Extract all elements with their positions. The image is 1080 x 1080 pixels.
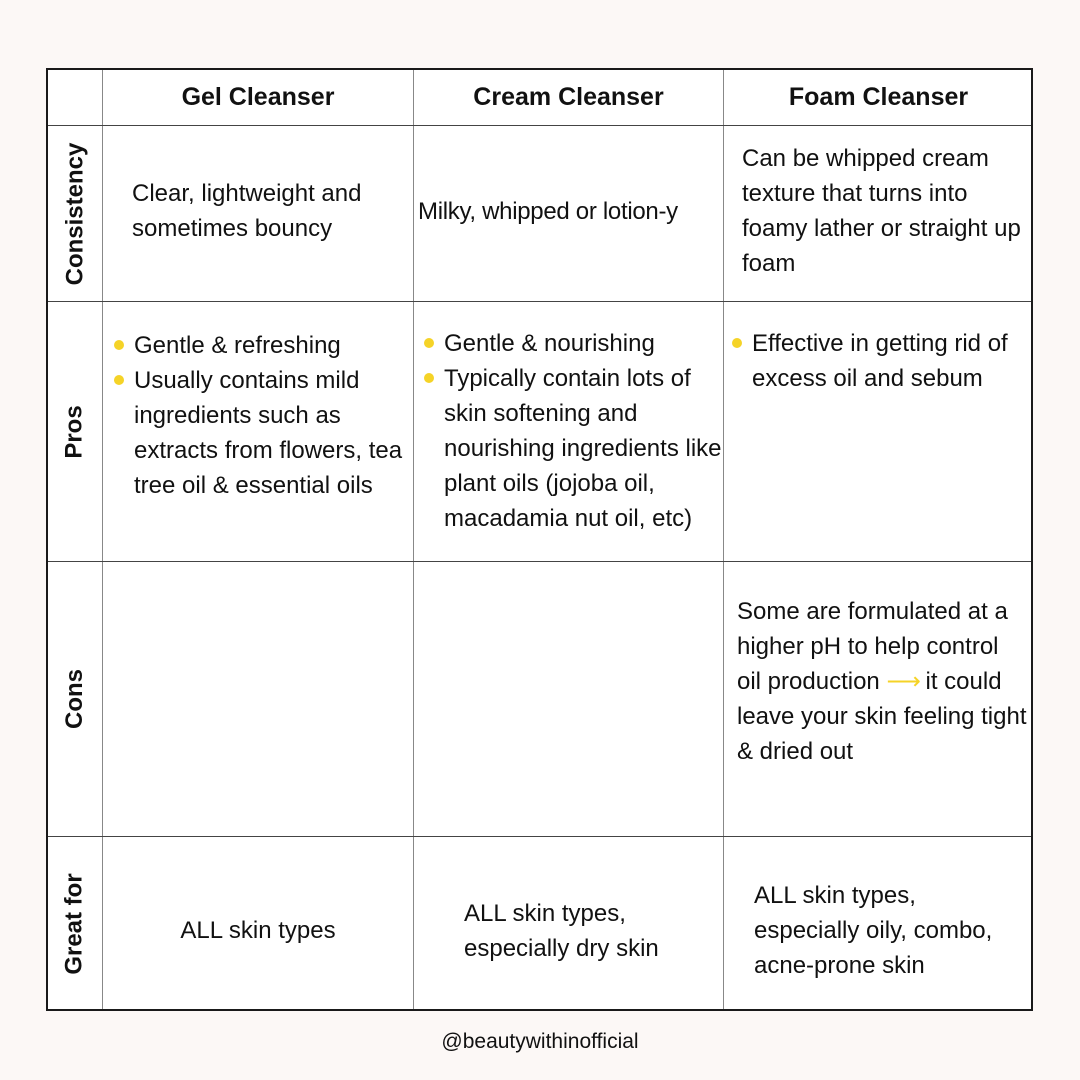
column-header-cream: Cream Cleanser — [473, 83, 664, 111]
list-item: Gentle & refreshing — [112, 328, 404, 363]
cell-consistency-foam: Can be whipped cream texture that turns into foamy lather or straight up foam — [742, 145, 1021, 277]
cell-great-for-foam: ALL skin types, especially oily, combo, acne-prone skin — [754, 882, 993, 979]
cell-great-for-cream: ALL skin types, especially dry skin — [464, 900, 659, 962]
divider — [48, 125, 1031, 126]
row-label-pros — [48, 302, 102, 561]
footer-handle: @beautywithinofficial — [441, 1030, 639, 1053]
row-label-text: Consistency — [61, 142, 88, 285]
cell-consistency-gel: Clear, lightweight and sometimes bouncy — [132, 180, 362, 242]
divider — [102, 70, 103, 1009]
row-label-text: Great for — [61, 873, 89, 975]
arrow-right-icon: ⟶ — [886, 668, 919, 695]
divider — [48, 836, 1031, 837]
list-item: Usually contains mild ingredients such as extracts from flowers, tea tree oil & essential oils — [112, 363, 404, 503]
cell-cons-foam — [737, 594, 1027, 769]
cell-consistency-cream: Milky, whipped or lotion-y — [418, 198, 678, 225]
row-label-text: Pros — [60, 404, 88, 459]
column-header-gel: Gel Cleanser — [181, 83, 335, 111]
divider — [413, 70, 414, 1009]
list-item: Typically contain lots of skin softening and nourishing ingredients like plant oils (jojoba oil, macadamia nut oil, etc) — [422, 361, 722, 536]
divider — [48, 301, 1031, 302]
row-label-great-for — [48, 837, 102, 1011]
cell-pros-cream — [422, 326, 722, 536]
cell-pros-gel — [112, 328, 404, 503]
list-item: Effective in getting rid of excess oil and sebum — [730, 326, 1030, 396]
divider — [723, 70, 724, 1009]
cell-great-for-gel: ALL skin types — [180, 917, 336, 944]
column-header-foam: Foam Cleanser — [788, 83, 969, 111]
cons-text: it could leave your skin feeling tight & dried out — [737, 668, 1027, 765]
cell-pros-foam — [730, 326, 1030, 396]
cons-text: Some are formulated at a higher pH to help control oil production — [737, 598, 1008, 695]
row-label-cons — [48, 562, 102, 836]
divider — [48, 561, 1031, 562]
row-label-consistency — [48, 126, 102, 301]
list-item: Gentle & nourishing — [422, 326, 722, 361]
row-label-text: Cons — [61, 669, 88, 729]
comparison-table — [46, 68, 1033, 1011]
